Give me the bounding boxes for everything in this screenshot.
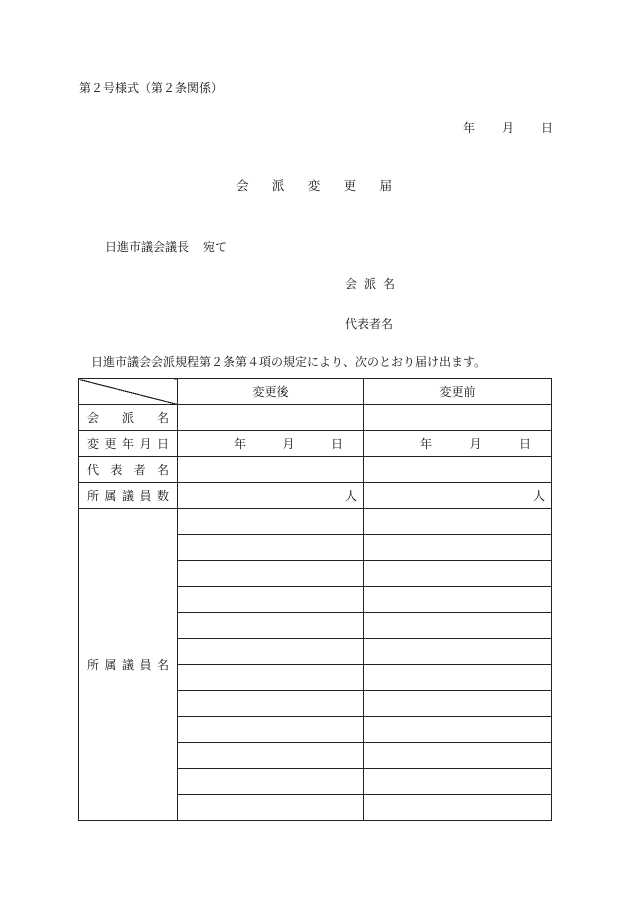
member-name-before-field[interactable] [364, 691, 552, 717]
member-name-before-field[interactable] [364, 561, 552, 587]
member-name-after-field[interactable] [178, 795, 364, 821]
member-name-after-field[interactable] [178, 509, 364, 535]
member-name-after-field[interactable] [178, 665, 364, 691]
row-label-member-names: 所 属 議 員 名 [79, 509, 178, 821]
member-name-before-field[interactable] [364, 587, 552, 613]
addressee [105, 241, 227, 253]
label-char: 名 [382, 277, 395, 291]
member-name-after-field[interactable] [178, 587, 364, 613]
member-name-before-field[interactable] [364, 509, 552, 535]
label-char: 会 [345, 277, 358, 291]
member-name-after-field[interactable] [178, 639, 364, 665]
change-date-before-field[interactable]: 年 月 日 [364, 431, 552, 457]
row-label-change-date: 変 更 年 月 日 [79, 431, 178, 457]
title-char: 派 [271, 178, 285, 193]
title-char: 変 [307, 178, 321, 193]
member-name-before-field[interactable] [364, 795, 552, 821]
header-row [79, 379, 552, 405]
member-name-after-field[interactable] [178, 743, 364, 769]
member-name-after-field[interactable] [178, 717, 364, 743]
title-char: 更 [343, 178, 357, 193]
member-count-after-field[interactable]: 人 [178, 483, 364, 509]
row-faction-name [79, 405, 552, 431]
diagonal-corner-cell [79, 379, 178, 405]
change-form-table [78, 378, 552, 821]
representative-after-field[interactable] [178, 457, 364, 483]
row-label-faction-name: 会 派 名 [79, 405, 178, 431]
title-char: 会 [236, 178, 249, 193]
change-date-after-field[interactable]: 年 月 日 [178, 431, 364, 457]
month-label: 月 [501, 121, 514, 135]
faction-name-before-field[interactable] [364, 405, 552, 431]
header-after: 変更後 [178, 379, 364, 405]
faction-name-label [345, 278, 395, 290]
member-name-before-field[interactable] [364, 665, 552, 691]
member-name-after-field[interactable] [178, 691, 364, 717]
member-name-before-field[interactable] [364, 639, 552, 665]
representative-label: 代表者名 [345, 317, 394, 331]
member-name-before-field[interactable] [364, 743, 552, 769]
document-title [236, 180, 392, 193]
submission-date [463, 122, 553, 134]
form-number: 第２号様式（第２条関係） [79, 81, 224, 95]
member-name-after-field[interactable] [178, 613, 364, 639]
member-name-before-field[interactable] [364, 613, 552, 639]
member-name-before-field[interactable] [364, 717, 552, 743]
member-name-after-field[interactable] [178, 535, 364, 561]
member-name-before-field[interactable] [364, 535, 552, 561]
member-name-before-field[interactable] [364, 769, 552, 795]
header-before: 変更前 [364, 379, 552, 405]
row-label-member-count: 所 属 議 員 数 [79, 483, 178, 509]
row-change-date [79, 431, 552, 457]
day-label: 日 [540, 121, 553, 135]
addressee-suffix: 宛て [203, 240, 228, 254]
representative-before-field[interactable] [364, 457, 552, 483]
row-label-representative: 代 表 者 名 [79, 457, 178, 483]
intro-text: 日進市議会会派規程第２条第４項の規定により、次のとおり届け出ます。 [91, 355, 487, 369]
member-name-row [79, 509, 552, 535]
member-count-before-field[interactable]: 人 [364, 483, 552, 509]
label-char: 派 [363, 277, 376, 291]
addressee-name: 日進市議会議長 [105, 240, 190, 254]
row-member-count [79, 483, 552, 509]
year-label: 年 [463, 121, 476, 135]
faction-name-after-field[interactable] [178, 405, 364, 431]
member-name-after-field[interactable] [178, 769, 364, 795]
row-representative [79, 457, 552, 483]
member-name-after-field[interactable] [178, 561, 364, 587]
title-char: 届 [379, 178, 392, 193]
